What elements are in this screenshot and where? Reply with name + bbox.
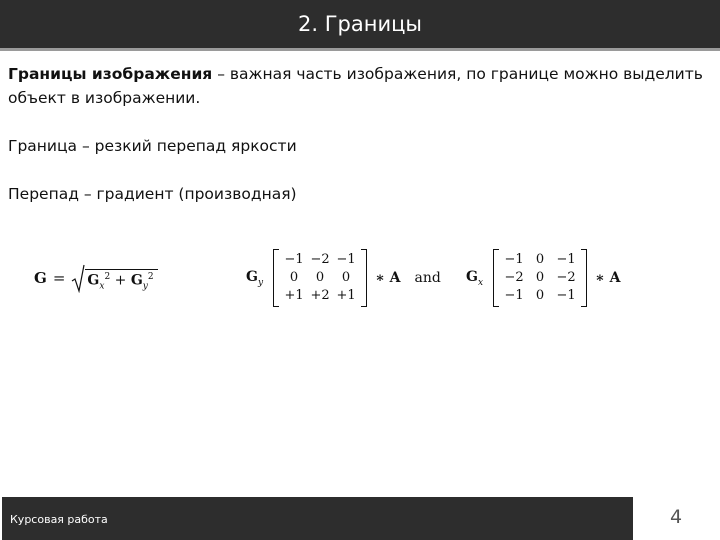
matrix-cell: 0 <box>289 270 299 285</box>
slide-title: 2. Границы <box>298 12 422 36</box>
matrix-cell: 0 <box>535 270 545 285</box>
matrix-cell: −1 <box>556 288 576 303</box>
term-boundaries: Границы изображения <box>8 65 213 83</box>
paragraph-definition <box>8 62 708 110</box>
matrix-cell: −1 <box>284 252 304 267</box>
matrix-cell: 0 <box>535 288 545 303</box>
matrix-cell: +1 <box>336 288 356 303</box>
gx-sub: x <box>99 281 105 292</box>
page-number: 4 <box>669 506 683 528</box>
gx-matrix <box>499 251 581 305</box>
gx-term: G <box>87 272 100 289</box>
sqrt-expression <box>71 263 157 293</box>
matrix-cell: −1 <box>556 252 576 267</box>
paragraph-gradient: Перепад – градиент (производная) <box>8 185 297 203</box>
matrix-cell: 0 <box>315 270 325 285</box>
matrix-cell: +2 <box>310 288 330 303</box>
gx-power: 2 <box>104 271 111 282</box>
matrix-cell: +1 <box>284 288 304 303</box>
gy-matrix-formula <box>246 248 451 308</box>
title-divider <box>0 48 720 51</box>
gy-times-a: ∗ A <box>375 270 401 286</box>
matrix-cell: −2 <box>504 270 524 285</box>
matrix-cell: 0 <box>341 270 351 285</box>
sqrt-sign-icon <box>71 263 85 293</box>
slide-title-bar <box>0 0 720 48</box>
gx-label <box>466 269 483 288</box>
gradient-magnitude-formula <box>34 258 158 298</box>
formula-lhs: G <box>34 269 47 287</box>
and-word: and <box>414 270 441 286</box>
gy-label <box>246 269 263 288</box>
matrix-cell: −2 <box>310 252 330 267</box>
definition-text: – важная часть изображения, по границе можно выделить объект в изображении. <box>8 65 703 107</box>
right-bracket <box>581 249 587 307</box>
matrix-cell: 0 <box>535 252 545 267</box>
gy-sub: y <box>142 281 148 292</box>
gx-label-letter: G <box>466 268 478 285</box>
formula-equals: = <box>52 269 66 287</box>
gy-label-letter: G <box>246 268 258 285</box>
plus-sign: + <box>114 272 127 289</box>
gx-label-sub: x <box>477 277 484 288</box>
gy-matrix <box>279 251 361 305</box>
right-bracket <box>361 249 367 307</box>
sqrt-radicand <box>85 269 157 291</box>
matrix-cell: −2 <box>556 270 576 285</box>
matrix-cell: −1 <box>336 252 356 267</box>
gy-term: G <box>130 272 143 289</box>
footer-bar <box>2 497 633 540</box>
matrix-cell: −1 <box>504 252 524 267</box>
footer-course-label: Курсовая работа <box>10 513 108 526</box>
gx-times-a: ∗ A <box>595 270 621 286</box>
gy-power: 2 <box>147 271 154 282</box>
matrix-cell: −1 <box>504 288 524 303</box>
gy-label-sub: y <box>257 277 264 288</box>
gx-matrix-formula <box>466 248 620 308</box>
paragraph-boundary: Граница – резкий перепад яркости <box>8 137 297 155</box>
